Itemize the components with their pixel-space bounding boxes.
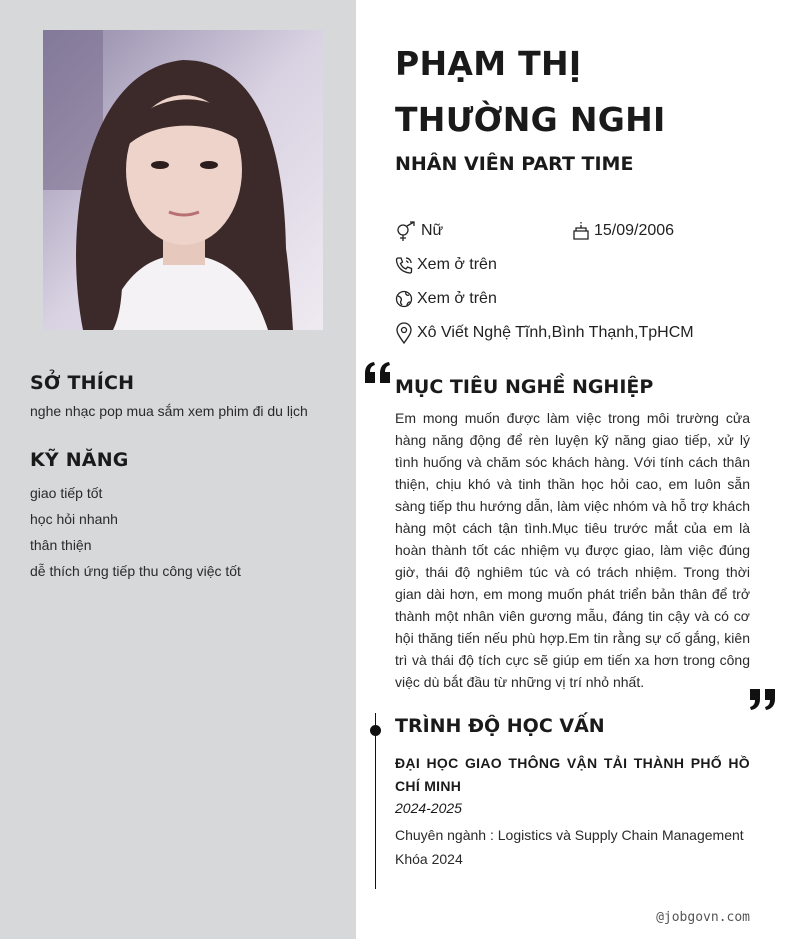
quote-open-icon — [364, 362, 392, 384]
hobbies-title: SỞ THÍCH — [30, 372, 135, 394]
watermark: @jobgovn.com — [656, 910, 750, 925]
phone-icon — [395, 256, 413, 274]
skill-item: thân thiện — [30, 537, 92, 553]
skill-item: học hỏi nhanh — [30, 511, 118, 527]
education-details — [395, 823, 755, 871]
skills-list — [30, 480, 330, 584]
quote-close-icon — [748, 688, 776, 710]
candidate-name: PHẠM THỊ THƯỜNG NGHI — [395, 44, 666, 139]
address-value: Xô Viết Nghệ Tĩnh,Bình Thạnh,TpHCM — [417, 324, 694, 341]
globe-icon — [395, 290, 413, 308]
objective-text: Em mong muốn được làm việc trong môi trường cửa hàng năng động để rèn luyện kỹ năng giao tiếp, xử lý tình huống và chăm sóc khách hàng. Với tính cách thân thiện, chịu khó và tinh thần học hỏi cao, em luôn sẵn sàng tiếp thu hướng dẫn, làm việc nhóm và hỗ trợ khách hàng một cách tận tình.Mục tiêu trước mắt của em là hoàn thành tốt các nhiệm vụ được giao, làm việc đúng giờ, thái độ nghiêm túc và có trách nhiệm. Trong thời gian dài hơn, em mong muốn phát triển bản thân để trở thành một nhân viên gương mẫu, đáng tin cậy và có cơ hội thăng tiến nếu phù hợp.Em tin rằng sự cố gắng, kiên trì và thái độ tích cực sẽ giúp em tiến xa hơn trong công việc dù bắt đầu từ những vị trí nhỏ nhất. — [395, 410, 750, 690]
website-value: Xem ở trên — [417, 290, 497, 307]
job-title: NHÂN VIÊN PART TIME — [395, 153, 634, 175]
skill-item: giao tiếp tốt — [30, 485, 103, 501]
skills-title: KỸ NĂNG — [30, 449, 129, 471]
phone-value: Xem ở trên — [417, 256, 497, 273]
gender-value: Nữ — [421, 222, 444, 239]
school-name: ĐẠI HỌC GIAO THÔNG VẬN TẢI THÀNH PHỐ HỒ CHÍ MINH — [395, 755, 750, 794]
skills-section — [30, 449, 330, 584]
education-major: Chuyên ngành : Logistics và Supply Chain Management — [395, 827, 744, 843]
education-cohort: Khóa 2024 — [395, 851, 463, 867]
address-row — [395, 322, 694, 344]
birthdate-row — [572, 220, 674, 242]
education-title: TRÌNH ĐỘ HỌC VẤN — [395, 715, 605, 737]
education-years: 2024-2025 — [395, 800, 462, 816]
objective-title: MỤC TIÊU NGHỀ NGHIỆP — [395, 376, 654, 398]
profile-photo — [43, 30, 323, 330]
skill-item: dễ thích ứng tiếp thu công việc tốt — [30, 563, 241, 579]
phone-row — [395, 254, 497, 276]
gender-icon — [395, 220, 417, 242]
cake-icon — [572, 221, 590, 241]
timeline-dot — [370, 725, 381, 736]
website-row — [395, 288, 497, 310]
hobbies-section — [30, 372, 330, 419]
location-pin-icon — [395, 322, 413, 344]
sidebar — [0, 0, 356, 939]
gender-row — [395, 220, 443, 242]
timeline-line — [375, 713, 376, 889]
birthdate-value: 15/09/2006 — [594, 222, 675, 239]
hobbies-text: nghe nhạc pop mua sắm xem phim đi du lịch — [30, 403, 308, 419]
